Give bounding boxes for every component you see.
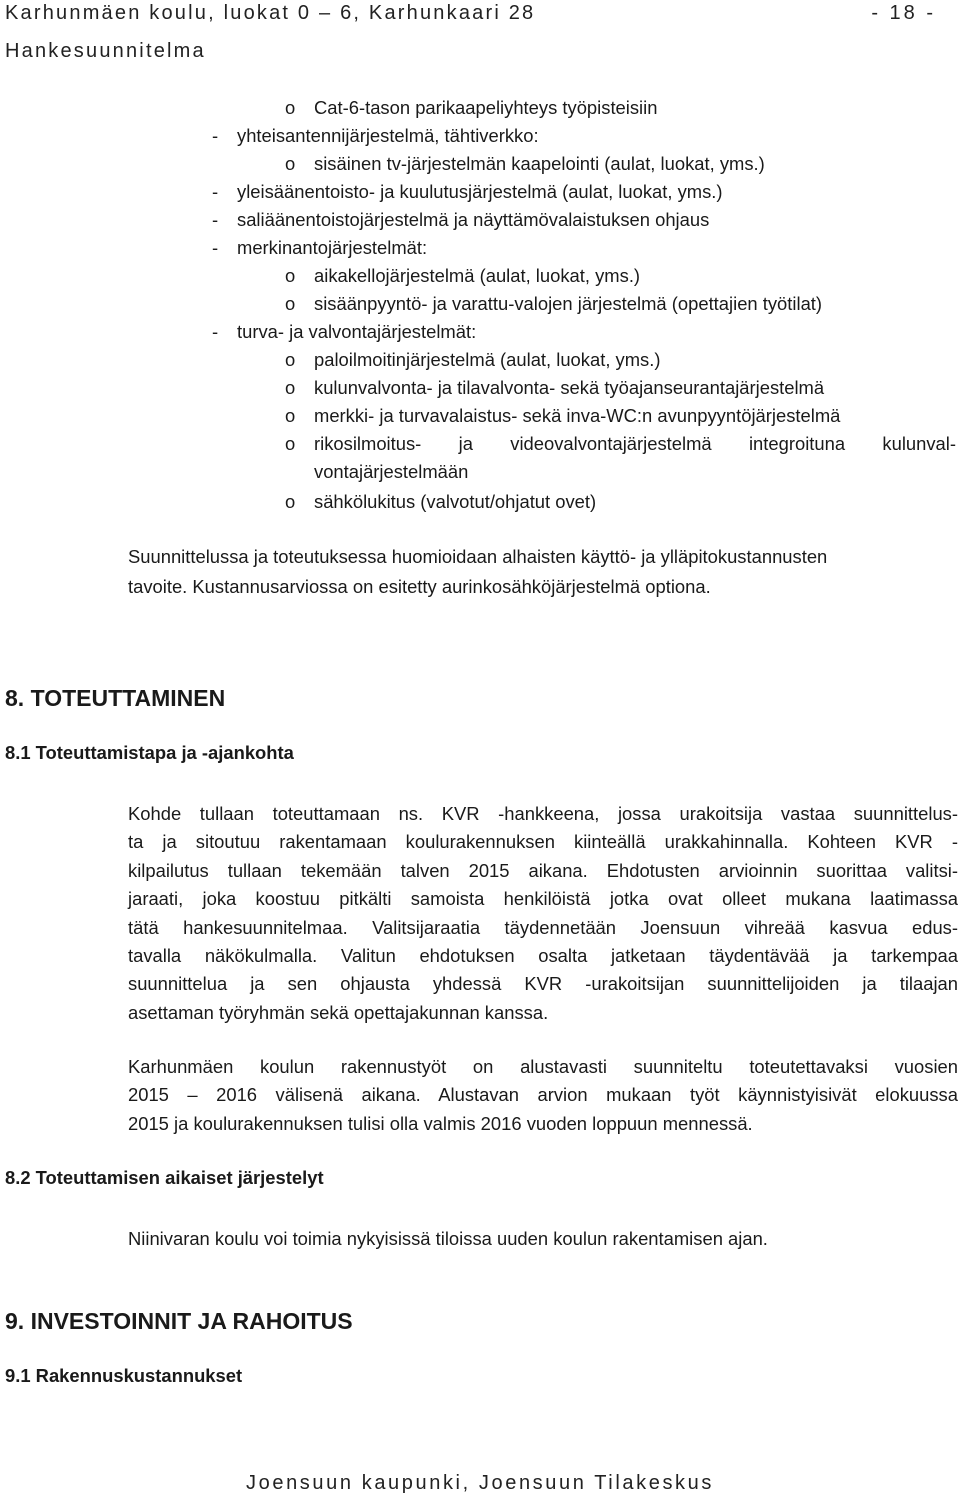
list-item-electric-locks: sähkölukitus (valvotut/ohjatut ovet) (314, 491, 597, 512)
design-note-line2: tavoite. Kustannusarviossa on esitetty aurinkosähköjärjestelmä optiona. (128, 576, 711, 597)
paragraph-line: tavalla näkökulmalla. Valitun ehdotuksen osalta jatketaan täydentävää ja tarkempaa (128, 945, 958, 967)
list-item-antenna: yhteisantennijärjestelmä, tähtiverkko: (237, 125, 539, 146)
bullet-o: o (285, 377, 296, 398)
bullet-dash: - (212, 125, 219, 146)
bullet-dash: - (212, 209, 219, 230)
paragraph-line: asettaman työryhmän sekä opettajakunnan kanssa. (128, 1001, 549, 1023)
paragraph-line: suunnittelua ja sen ohjausta yhdessä KVR -urakoitsijan suunnittelijoiden ja tilaajan (128, 973, 958, 995)
paragraph-line: Kohde tullaan toteuttamaan ns. KVR -hankkeena, jossa urakoitsija vastaa suunnittelus- (128, 803, 958, 824)
page-number: - 18 - (871, 2, 936, 24)
bullet-o: o (285, 349, 296, 370)
list-item-entry-request: sisäänpyyntö- ja varattu-valojen järjestelmä (opettajien työtilat) (314, 293, 823, 314)
bullet-dash: - (212, 237, 219, 258)
list-item-pa-system: yleisäänentoisto- ja kuulutusjärjestelmä (aulat, luokat, yms.) (237, 181, 723, 202)
list-item-burglar-line1: rikosilmoitus- ja videovalvontajärjestelmä integroituna kulunval- (314, 433, 956, 454)
paragraph-line: ta ja sitoutuu rakentamaan koulurakennuksen kiinteällä urakkahinnalla. Kohteen KVR - (128, 831, 958, 853)
list-item-cat6: Cat-6-tason parikaapeliyhteys työpisteisiin (314, 97, 658, 118)
list-item-signal-systems: merkinantojärjestelmät: (237, 237, 428, 258)
bullet-dash: - (212, 181, 219, 202)
section-8-2-paragraph: Niinivaran koulu voi toimia nykyisissä tiloissa uuden koulun rakentamisen ajan. (128, 1228, 768, 1249)
bullet-o: o (285, 433, 296, 454)
section-9-title: 9. INVESTOINNIT JA RAHOITUS (5, 1308, 353, 1334)
section-8-2-title: 8.2 Toteuttamisen aikaiset järjestelyt (5, 1167, 324, 1188)
list-item-burglar-line2: vontajärjestelmään (314, 461, 469, 482)
paragraph-line: 2015 – 2016 välisenä aikana. Alustavan arvion mukaan työt käynnistyisivät elokuussa (128, 1084, 958, 1106)
bullet-o: o (285, 491, 296, 512)
section-8-title: 8. TOTEUTTAMINEN (5, 685, 226, 711)
paragraph-line: jaraati, joka koostuu pitkälti samoista henkilöistä jotka ovat olleet mukana laatimassa (128, 888, 958, 910)
bullet-o: o (285, 293, 296, 314)
bullet-o: o (285, 97, 296, 118)
section-8-1-paragraph-2 (128, 1053, 958, 1138)
footer-organization: Joensuun kaupunki, Joensuun Tilakeskus (246, 1472, 714, 1494)
section-8-1-title: 8.1 Toteuttamistapa ja -ajankohta (5, 742, 294, 763)
bullet-o: o (285, 265, 296, 286)
list-item-signage: merkki- ja turvavalaistus- sekä inva-WC:n avunpyyntöjärjestelmä (314, 405, 841, 426)
bullet-o: o (285, 153, 296, 174)
list-item-clock-system: aikakellojärjestelmä (aulat, luokat, yms.) (314, 265, 641, 286)
list-item-hall-audio: saliäänentoistojärjestelmä ja näyttämövalaistuksen ohjaus (237, 209, 710, 230)
paragraph-line: Karhunmäen koulun rakennustyöt on alustavasti suunniteltu toteutettavaksi vuosien (128, 1056, 958, 1077)
list-item-access-control: kulunvalvonta- ja tilavalvonta- sekä työajanseurantajärjestelmä (314, 377, 825, 398)
header-school-title: Karhunmäen koulu, luokat 0 – 6, Karhunkaari 28 (5, 2, 536, 24)
section-9-1-title: 9.1 Rakennuskustannukset (5, 1365, 243, 1386)
header-document-type: Hankesuunnitelma (5, 40, 206, 62)
bullet-dash: - (212, 321, 219, 342)
paragraph-line: 2015 ja koulurakennuksen tulisi olla valmis 2016 vuoden loppuun mennessä. (128, 1112, 753, 1134)
design-note-line1: Suunnittelussa ja toteutuksessa huomioidaan alhaisten käyttö- ja ylläpitokustannusten (128, 546, 828, 567)
paragraph-line: tätä hankesuunnitelmaa. Valitsijaraatia täydennetään Joensuun vihreää kasvua edus- (128, 916, 958, 938)
bullet-o: o (285, 405, 296, 426)
list-item-tv-cabling: sisäinen tv-järjestelmän kaapelointi (aulat, luokat, yms.) (314, 153, 765, 174)
section-8-1-paragraph-1 (128, 800, 958, 1027)
paragraph-line: kilpailutus tullaan tekemään talven 2015 aikana. Ehdotusten arvioinnin suorittaa valitsi- (128, 859, 958, 881)
list-item-security-systems: turva- ja valvontajärjestelmät: (237, 321, 477, 342)
list-item-fire-alarm: paloilmoitinjärjestelmä (aulat, luokat, yms.) (314, 349, 661, 370)
